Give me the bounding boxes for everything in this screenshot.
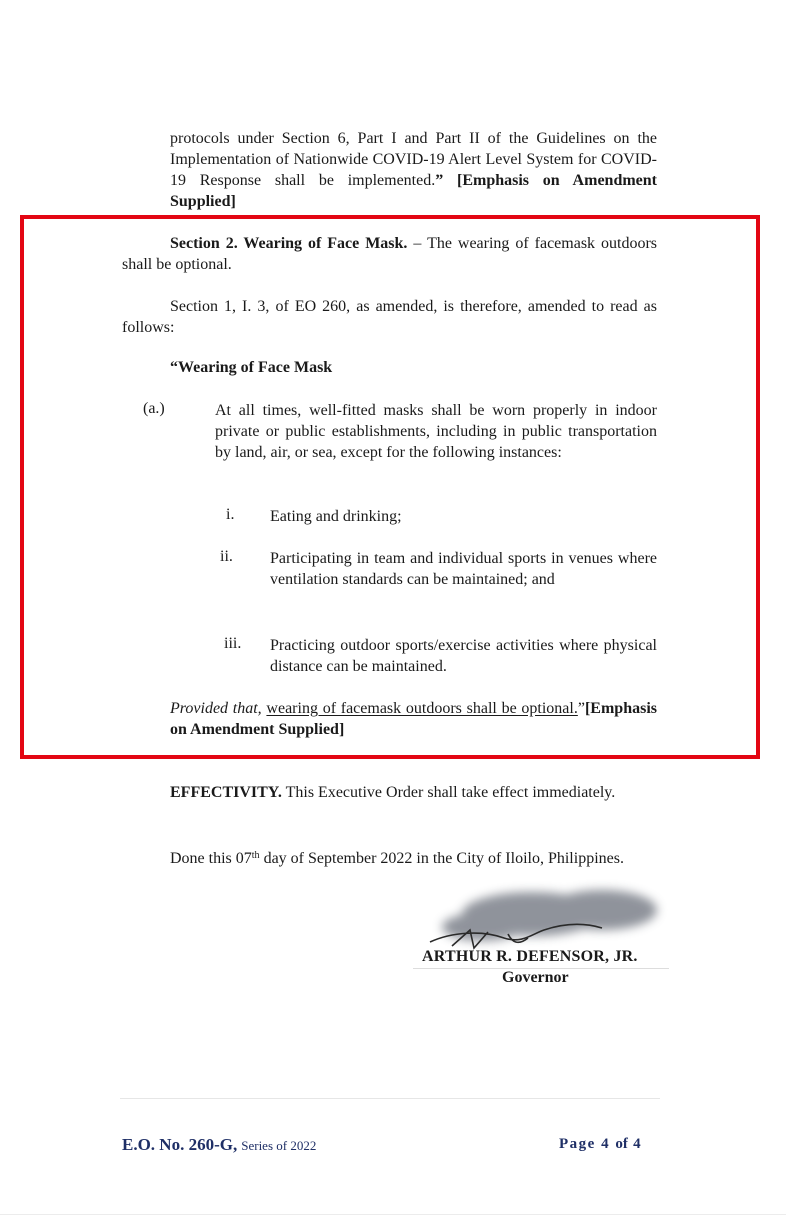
effectivity-paragraph [122, 782, 657, 803]
intro-text: protocols under Section 6, Part I and Part II of the Guidelines on the Implementation of Nationwide COVID-19 Alert Level System for COVID-19 Response shall be implemented. [170, 130, 657, 189]
instance-2-text: Participating in team and individual sports in venues where ventilation standards can be maintained; and [270, 550, 657, 588]
instance-3-text: Practicing outdoor sports/exercise activities where physical distance can be maintained. [270, 637, 657, 675]
instance-1-number: i. [226, 506, 235, 523]
footer-eo-number: E.O. No. 260-G, [122, 1135, 238, 1154]
item-a-text: At all times, well-fitted masks shall be worn properly in indoor private or public establishments, including in public transportation by land, air, or sea, except for the following instances: [215, 402, 657, 461]
done-paragraph [122, 845, 657, 869]
footer-rule [120, 1098, 660, 1099]
section-2-dash: – [413, 235, 422, 252]
intro-close-quote: ” [435, 172, 444, 189]
instance-1-text: Eating and drinking; [270, 508, 402, 525]
quote-heading: “Wearing of Face Mask [170, 359, 333, 376]
effectivity-heading: EFFECTIVITY. [170, 784, 282, 801]
instance-2-number: ii. [220, 548, 233, 565]
signatory-title: Governor [502, 969, 569, 986]
proviso-underlined: wearing of facemask outdoors shall be optional. [266, 700, 578, 717]
section-2-heading: Section 2. Wearing of Face Mask. [170, 235, 408, 252]
proviso-paragraph [170, 698, 657, 740]
footer-page-word: Page [559, 1136, 596, 1152]
footer-page-of: of [615, 1136, 628, 1152]
footer-page-total: 4 [633, 1136, 643, 1152]
item-a-label: (a.) [143, 400, 165, 417]
done-sup: th [251, 850, 260, 861]
done-pre: Done this 07 [170, 850, 252, 867]
section-2-paragraph [122, 233, 657, 275]
proviso-close-quote: ” [577, 700, 585, 717]
proviso-emphasis: [Emphasis on Amendment Supplied] [170, 700, 657, 738]
instance-3-number: iii. [224, 635, 242, 652]
signatory-name: ARTHUR R. DEFENSOR, JR. [422, 948, 638, 965]
intro-emphasis: [Emphasis on Amendment Supplied] [170, 172, 657, 210]
footer-series: Series of 2022 [241, 1138, 317, 1153]
done-post: day of September 2022 in the City of Iloilo, Philippines. [263, 850, 624, 867]
intro-paragraph [170, 128, 657, 212]
amendment-paragraph: Section 1, I. 3, of EO 260, as amended, is therefore, amended to read as follows: [122, 298, 657, 336]
footer-eo [122, 1135, 316, 1155]
footer-page-number [559, 1136, 642, 1153]
footer-page-current: 4 [601, 1136, 611, 1152]
bottom-rule [0, 1214, 786, 1215]
effectivity-text: This Executive Order shall take effect immediately. [285, 784, 616, 801]
section-2-body: The wearing of facemask outdoors shall be optional. [122, 235, 658, 273]
proviso-lead: Provided that, [170, 700, 262, 717]
